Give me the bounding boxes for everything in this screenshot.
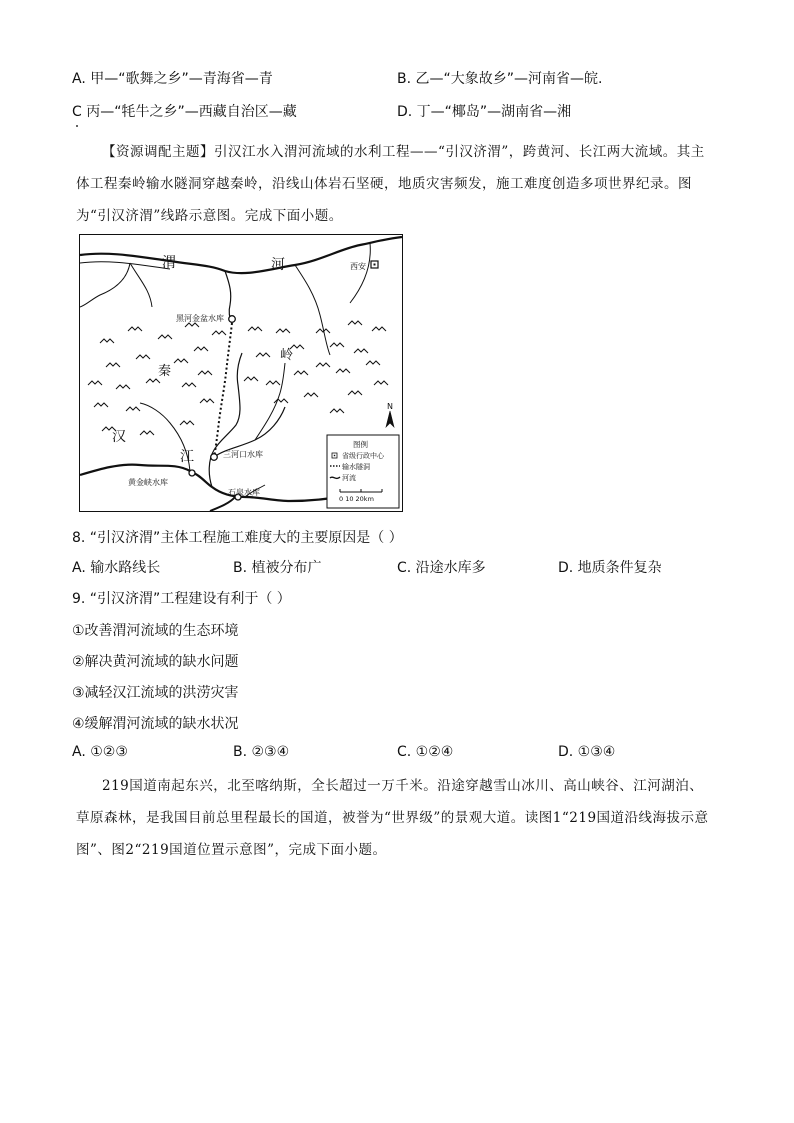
option-b: B. 乙—“大象故乡”—河南省—皖. xyxy=(397,71,603,87)
option-d: D. 丁—“椰岛”—湖南省—湘 xyxy=(397,104,572,120)
sanhekou-reservoir-marker xyxy=(211,454,218,461)
q9-option-b: B. ②③④ xyxy=(233,744,290,760)
heihe-reservoir-marker xyxy=(229,316,236,323)
q9-item-4: ④缓解渭河流域的缺水状况 xyxy=(72,716,239,732)
q8-stem: 8. “引汉济渭”主体工程施工难度大的主要原因是（ ） xyxy=(72,530,403,546)
tributary-2 xyxy=(130,263,152,307)
north-label: N xyxy=(387,402,393,411)
passage-resource xyxy=(76,136,716,232)
label-heihe-reservoir: 黑河金盆水库 xyxy=(176,314,224,323)
legend-capital: 省级行政中心 xyxy=(342,452,384,460)
q9-stem: 9. “引汉济渭”工程建设有利于（ ） xyxy=(72,591,291,607)
label-sanhekou-reservoir: 三河口水库 xyxy=(223,450,263,459)
option-a: A. 甲—“歌舞之乡”—青海省—青 xyxy=(72,71,273,87)
label-shiquan-reservoir: 石泉水库 xyxy=(228,488,260,497)
q8-option-c: C. 沿途水库多 xyxy=(397,560,486,576)
passage-route-219-text: 219国道南起东兴，北至喀纳斯，全长超过一万千米。沿途穿越雪山冰川、高山峡谷、江河湖泊、草原森林，是我国目前总里程最长的国道，被誉为“世界级”的景观大道。读图1“219国道沿线海拔示意图”、图2“219国道位置示意图”，完成下面小题。 xyxy=(76,778,709,858)
label-wei: 渭 xyxy=(162,255,176,271)
north-arrow-icon xyxy=(386,402,394,427)
route-map xyxy=(79,234,403,512)
han-river xyxy=(80,465,350,501)
q9-item-1: ①改善渭河流域的生态环境 xyxy=(72,623,239,639)
q9-option-a: A. ①②③ xyxy=(72,744,128,760)
label-he: 河 xyxy=(271,257,285,273)
q9-item-2: ②解决黄河流域的缺水问题 xyxy=(72,654,239,670)
huangjinxia-reservoir-marker xyxy=(189,470,195,476)
label-han: 汉 xyxy=(112,429,126,445)
han-river-lower xyxy=(210,497,235,511)
legend-river: 河流 xyxy=(342,474,356,482)
tributary-3 xyxy=(295,265,330,355)
stray-dot xyxy=(76,125,78,127)
tributary-4 xyxy=(350,243,370,303)
q8-option-d: D. 地质条件复杂 xyxy=(558,560,662,576)
xian-marker-dot xyxy=(374,264,376,266)
legend-tunnel: 输水隧洞 xyxy=(342,463,370,471)
label-jiang: 江 xyxy=(180,449,194,465)
q9-option-d: D. ①③④ xyxy=(558,744,616,760)
option-c: C 丙—“牦牛之乡”—西藏自治区—藏 xyxy=(72,104,297,120)
route-map-svg xyxy=(80,235,402,511)
label-huangjinxia-reservoir: 黄金峡水库 xyxy=(128,478,168,487)
q8-option-a: A. 输水路线长 xyxy=(72,560,161,576)
wei-river-bank xyxy=(80,262,170,269)
legend-scale: 0 10 20km xyxy=(339,495,374,503)
passage-route-219 xyxy=(76,770,716,866)
label-xian: 西安 xyxy=(350,262,366,271)
label-qin: 秦 xyxy=(158,364,172,379)
q9-item-3: ③减轻汉江流域的洪涝灾害 xyxy=(72,685,239,701)
passage-resource-text: 【资源调配主题】引汉江水入渭河流域的水利工程——“引汉济渭”，跨黄河、长江两大流域。其主体工程秦岭输水隧洞穿越秦岭，沿线山体岩石坚硬，地质灾害频发，施工难度创造多项世界纪录。图为“引汉济渭”线路示意图。完成下面小题。 xyxy=(76,144,705,224)
tributary-1 xyxy=(80,263,130,307)
mountain-symbols xyxy=(88,321,388,435)
map-legend xyxy=(327,435,399,508)
tunnel-line xyxy=(214,323,232,457)
label-ling: 岭 xyxy=(280,348,294,363)
legend-title: 图例 xyxy=(353,440,368,449)
q9-option-c: C. ①②④ xyxy=(397,744,454,760)
q8-option-b: B. 植被分布广 xyxy=(233,560,322,576)
